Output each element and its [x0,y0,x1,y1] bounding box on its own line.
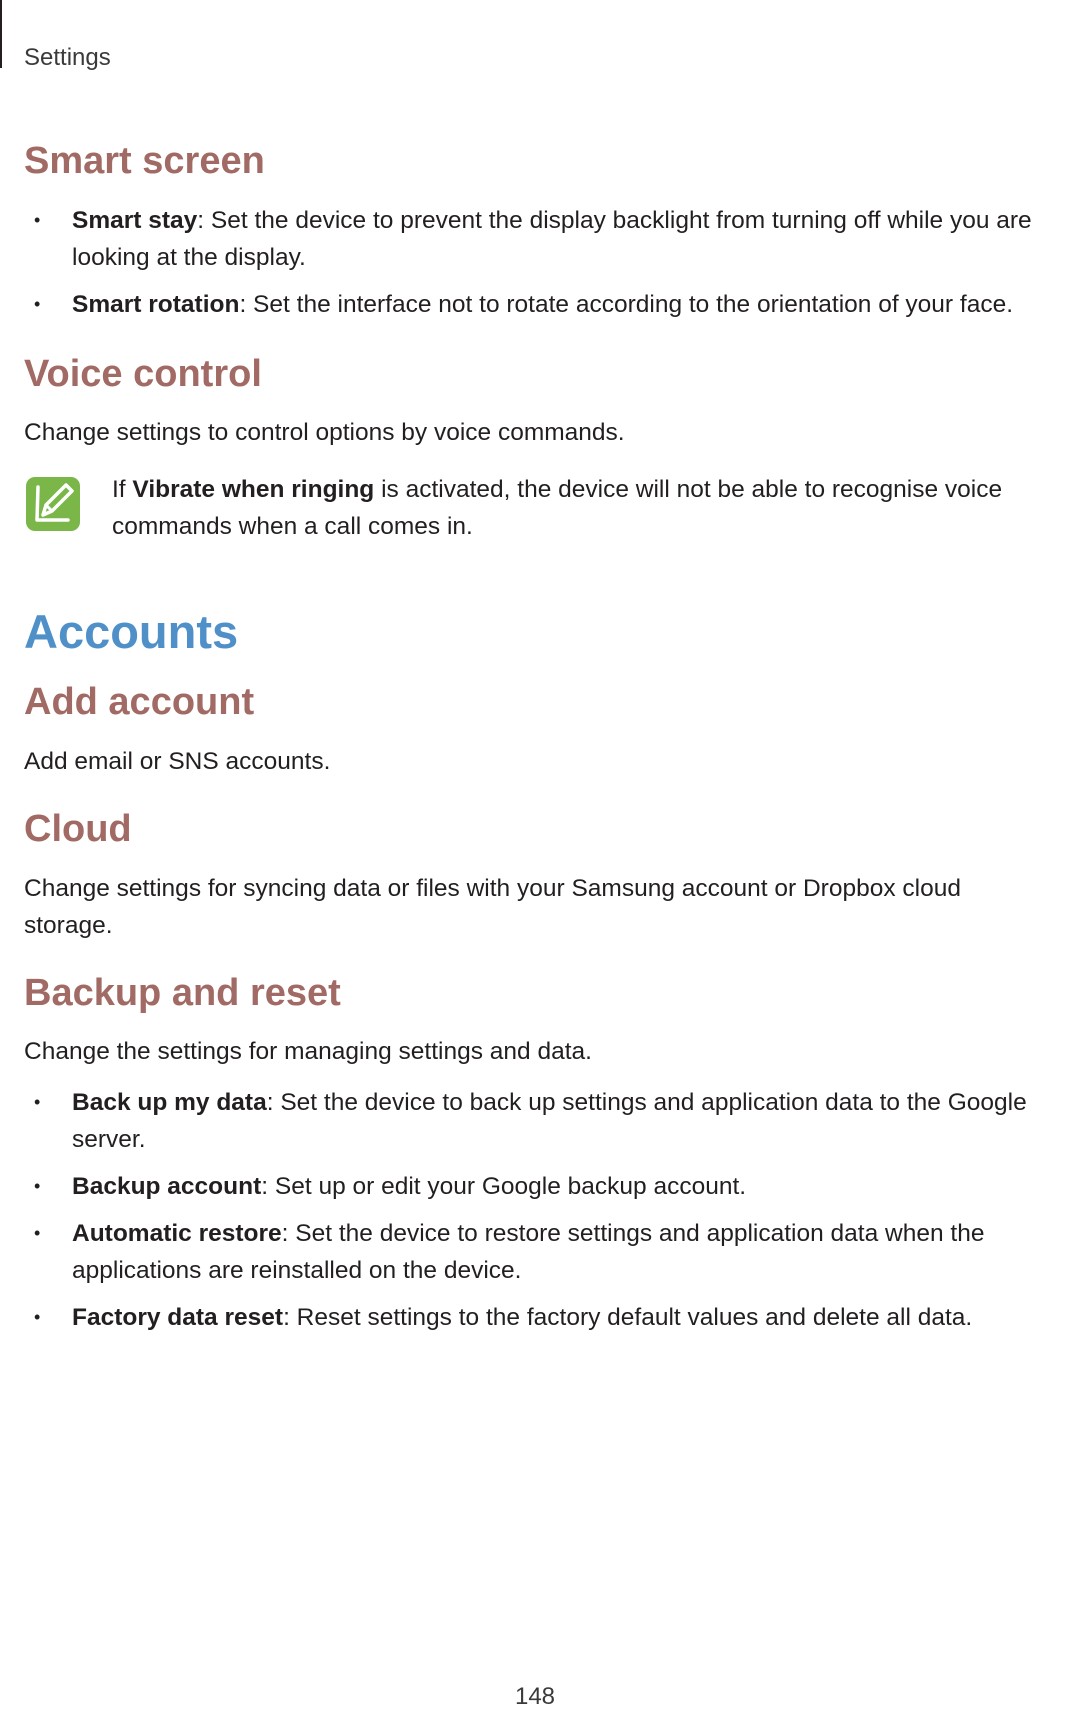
accounts-heading: Accounts [24,605,239,659]
item-text: : Set the device to back up settings and application data to the Google server. [72,1089,1027,1154]
add-account-description: Add email or SNS accounts. [24,748,331,776]
list-item [24,1168,1070,1205]
list-item [24,1084,1070,1158]
voice-control-description: Change settings to control options by voice commands. [24,419,625,447]
note-body: is activated, the device will not be able to recognise voice commands when a call comes in. [112,476,1003,541]
bullet-icon: • [34,209,41,230]
backup-reset-list [24,1084,1064,1336]
item-term: Smart rotation [72,290,240,318]
bullet-icon: • [34,293,41,314]
backup-reset-description: Change the settings for managing settings and data. [24,1038,592,1066]
item-text: : Set the device to prevent the display backlight from turning off while you are looking at the display. [72,206,1032,271]
list-item [24,1299,1070,1336]
note-prefix: If [112,476,133,504]
list-item [24,202,1070,276]
item-term: Automatic restore [72,1220,282,1248]
list-item [24,286,1070,323]
item-text: : Set the device to restore settings and application data when the applications are reinstalled on the device. [72,1220,985,1285]
bullet-icon: • [34,1307,41,1328]
item-term: Backup account [72,1173,262,1201]
page-content [24,140,1064,1366]
item-term: Factory data reset [72,1304,284,1332]
bullet-icon: • [34,1223,41,1244]
cloud-heading: Cloud [24,808,132,851]
add-account-heading: Add account [24,681,255,724]
item-term: Smart stay [72,206,198,234]
note-term: Vibrate when ringing [132,476,375,504]
running-head: Settings [24,44,111,71]
item-term: Back up my data [72,1089,267,1117]
smart-screen-heading: Smart screen [24,140,265,182]
backup-reset-heading: Backup and reset [24,971,341,1014]
smart-screen-list [24,202,1064,323]
note-text [112,471,1032,545]
cloud-description: Change settings for syncing data or files with your Samsung account or Dropbox cloud storage. [24,874,961,939]
note-pencil-icon [24,475,82,533]
item-text: : Reset settings to the factory default values and delete all data. [283,1304,973,1332]
corner-rule [0,0,2,68]
list-item [24,1215,1070,1289]
item-text: : Set the interface not to rotate according to the orientation of your face. [239,290,1014,318]
voice-control-heading: Voice control [24,352,262,395]
note-box [24,471,1064,545]
item-text: : Set up or edit your Google backup account. [261,1173,747,1201]
bullet-icon: • [34,1176,41,1197]
bullet-icon: • [34,1092,41,1113]
page-number: 148 [514,1683,556,1710]
